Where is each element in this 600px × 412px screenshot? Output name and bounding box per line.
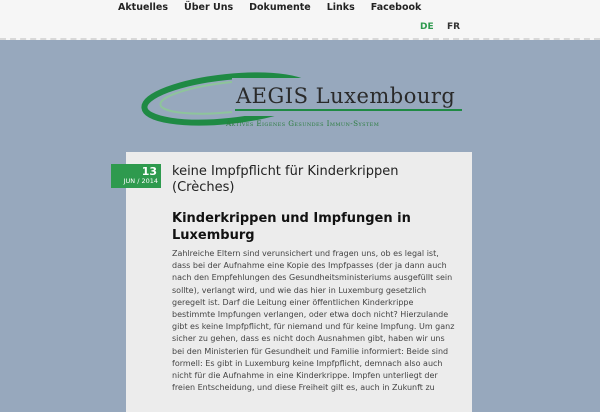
language-de-link[interactable]: DE [420, 22, 434, 32]
nav-item-dokumente[interactable]: Dokumente [249, 2, 311, 13]
nav-item-links[interactable]: Links [326, 2, 355, 13]
post-date-day: 13 [141, 165, 157, 178]
post-date-badge [111, 164, 161, 188]
post-body [172, 248, 456, 394]
logo-subtitle: Aktives Eigenes Gesundes Immun-System [226, 119, 380, 128]
site-logo[interactable] [140, 72, 470, 132]
post-date-month-year: JUN / 2014 [123, 177, 158, 185]
nav-item-ueber-uns[interactable]: Über Uns [184, 2, 234, 13]
language-fr-link[interactable]: FR [447, 22, 461, 32]
post-heading: Kinderkrippen und Impfungen in Luxemburg [172, 211, 411, 243]
logo-title: AEGIS Luxembourg [236, 84, 456, 108]
nav-item-facebook[interactable]: Facebook [370, 2, 422, 13]
post-body-text: Zahlreiche Eltern sind verunsichert und fragen uns, ob es legal ist, dass bei der Aufnahme eine Kopie des Impfpasses (der ja dann auch nach den Empfehlungen des Gesundheitsministeriums ausgefüllt sein sollte), verlangt wird, und wie das hier in Luxemburg gesetzlich geregelt ist. Darf die Leitung einer öffentlichen Kinderkrippe bestimmte Impfungen verlangen, oder etwa doch nicht? Hierzulande gibt es keine Impfpflicht, für niemand und für keine Impfung. Um ganz sicher zu gehen, dass es nicht doch Ausnahmen gibt, haben wir uns bei den Ministerien für Gesundheit und Familie informiert: Beide sind formell: Es gibt in Luxemburg keine Impfpflicht, demnach also auch nicht für die Aufnahme in eine Kinderkrippe. Impfen unterliegt der freien Entscheidung, und diese Freiheit gilt es, auch in Zukunft zu [172, 249, 455, 393]
top-bar [0, 0, 600, 40]
main-nav [118, 2, 437, 13]
post-title[interactable]: keine Impfpflicht für Kinderkrippen (Crèches) [172, 164, 399, 195]
nav-item-aktuelles[interactable]: Aktuelles [118, 2, 169, 13]
